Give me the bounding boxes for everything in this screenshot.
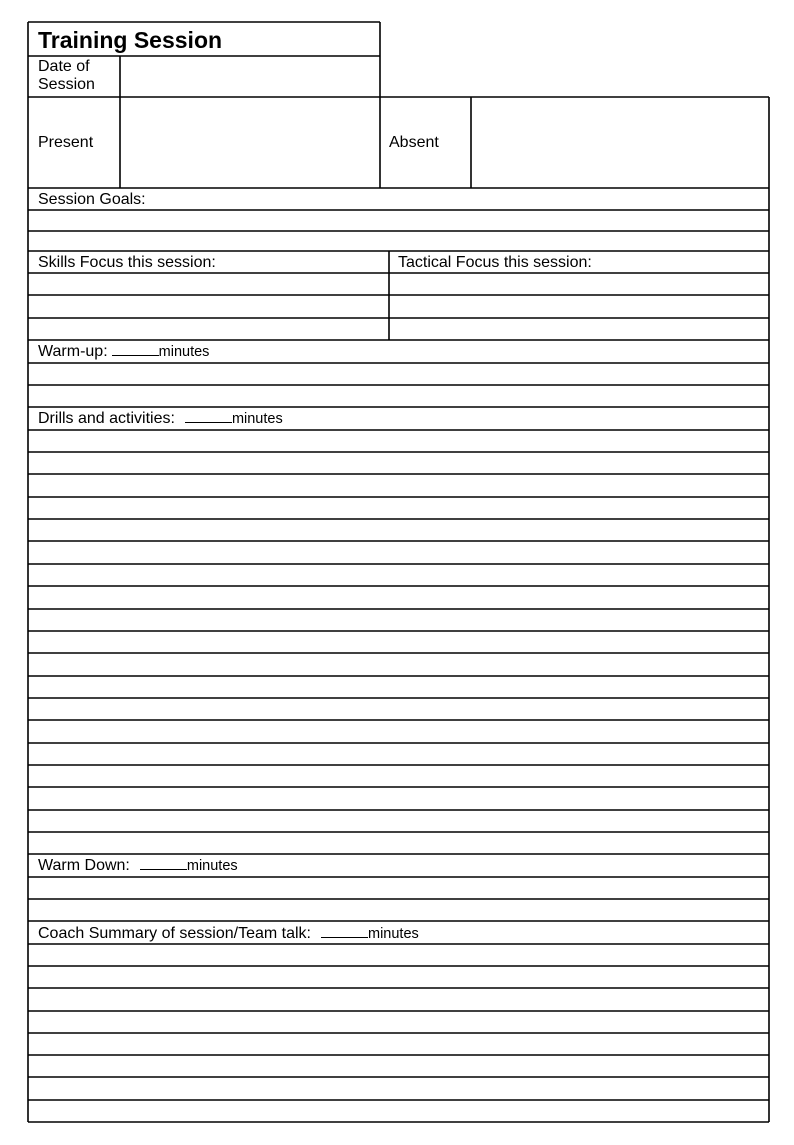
warm-up-minutes-blank[interactable]: [112, 342, 159, 356]
skills-focus-label: Skills Focus this session:: [38, 254, 216, 271]
warm-up-label: [38, 342, 209, 361]
drills-minutes-word: minutes: [231, 411, 283, 427]
drills-text: Drills and activities:: [38, 410, 175, 427]
date-of-session-label: [38, 58, 95, 94]
coach-minutes-word: minutes: [368, 926, 419, 942]
warm-down-label: [38, 856, 238, 875]
drills-minutes-blank[interactable]: [185, 409, 232, 423]
session-goals-label: Session Goals:: [38, 191, 146, 208]
coach-minutes-blank[interactable]: [321, 924, 368, 938]
tactical-focus-label: Tactical Focus this session:: [398, 254, 592, 271]
date-label-line2: Session: [38, 76, 95, 93]
warm-down-minutes-word: minutes: [186, 858, 238, 874]
warm-up-minutes-word: minutes: [158, 344, 210, 360]
present-label: Present: [38, 134, 94, 151]
drills-label: [38, 409, 283, 428]
absent-label: Absent: [389, 134, 439, 151]
warm-down-text: Warm Down:: [38, 857, 130, 874]
form-title: Training Session: [38, 27, 223, 53]
date-label-line1: Date of: [38, 58, 90, 75]
warm-down-minutes-blank[interactable]: [140, 856, 187, 870]
warm-up-text: Warm-up:: [38, 343, 108, 360]
coach-summary-label: [38, 924, 419, 943]
coach-summary-text: Coach Summary of session/Team talk:: [38, 925, 311, 942]
